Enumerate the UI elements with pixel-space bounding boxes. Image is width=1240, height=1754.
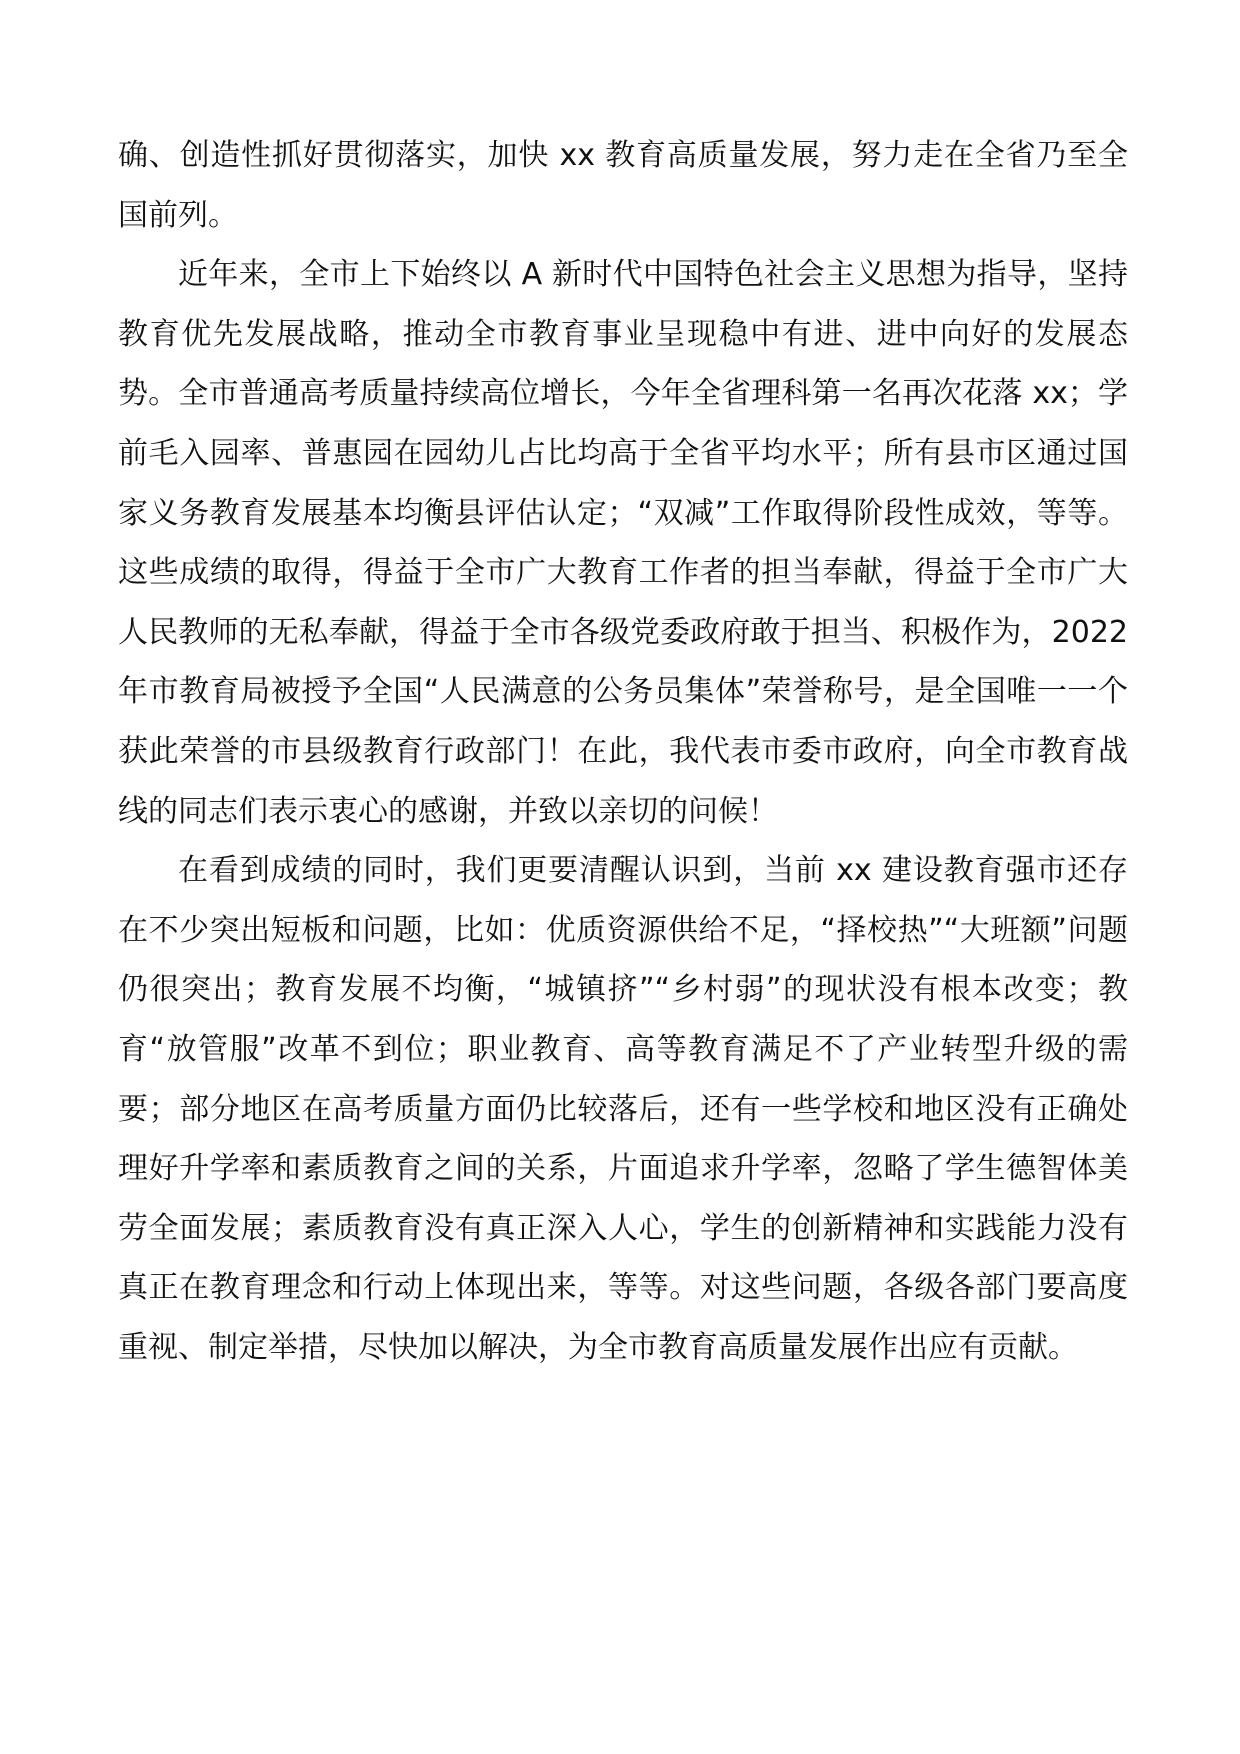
paragraph-problems: 在看到成绩的同时，我们更要清醒认识到，当前 xx 建设教育强市还存在不少突出短板和问题，比如：优质资源供给不足，“择校热”“大班额”问题仍很突出；教育发展不均衡，“城镇挤”“乡村弱”的现状没有根本改变；教育“放管服”改革不到位；职业教育、高等教育满足不了产业转型升级的需要；部分地区在高考质量方面仍比较落后，还有一些学校和地区没有正确处理好升学率和素质教育之间的关系，片面追求升学率，忽略了学生德智体美劳全面发展；素质教育没有真正深入人心，学生的创新精神和实践能力没有真正在教育理念和行动上体现出来，等等。对这些问题，各级各部门要高度重视、制定举措，尽快加以解决，为全市教育高质量发展作出应有贡献。 <box>118 853 1128 1365</box>
paragraph-achievements: 近年来，全市上下始终以 A 新时代中国特色社会主义思想为指导，坚持教育优先发展战略，推动全市教育事业呈现稳中有进、进中向好的发展态势。全市普通高考质量持续高位增长，今年全省理科第一名再次花落 xx；学前毛入园率、普惠园在园幼儿占比均高于全省平均水平；所有县市区通过国家义务教育发展基本均衡县评估认定；“双减”工作取得阶段性成效，等等。这些成绩的取得，得益于全市广大教育工作者的担当奉献，得益于全市广大人民教师的无私奉献，得益于全市各级党委政府敢于担当、积极作为，2022 年市教育局被授予全国“人民满意的公务员集体”荣誉称号，是全国唯一一个获此荣誉的市县级教育行政部门！在此，我代表市委市政府，向全市教育战线的同志们表示衷心的感谢，并致以亲切的问候！ <box>118 257 1129 829</box>
document-body <box>118 126 1128 1377</box>
paragraph-continuation: 确、创造性抓好贯彻落实，加快 xx 教育高质量发展，努力走在全省乃至全国前列。 <box>118 138 1128 233</box>
